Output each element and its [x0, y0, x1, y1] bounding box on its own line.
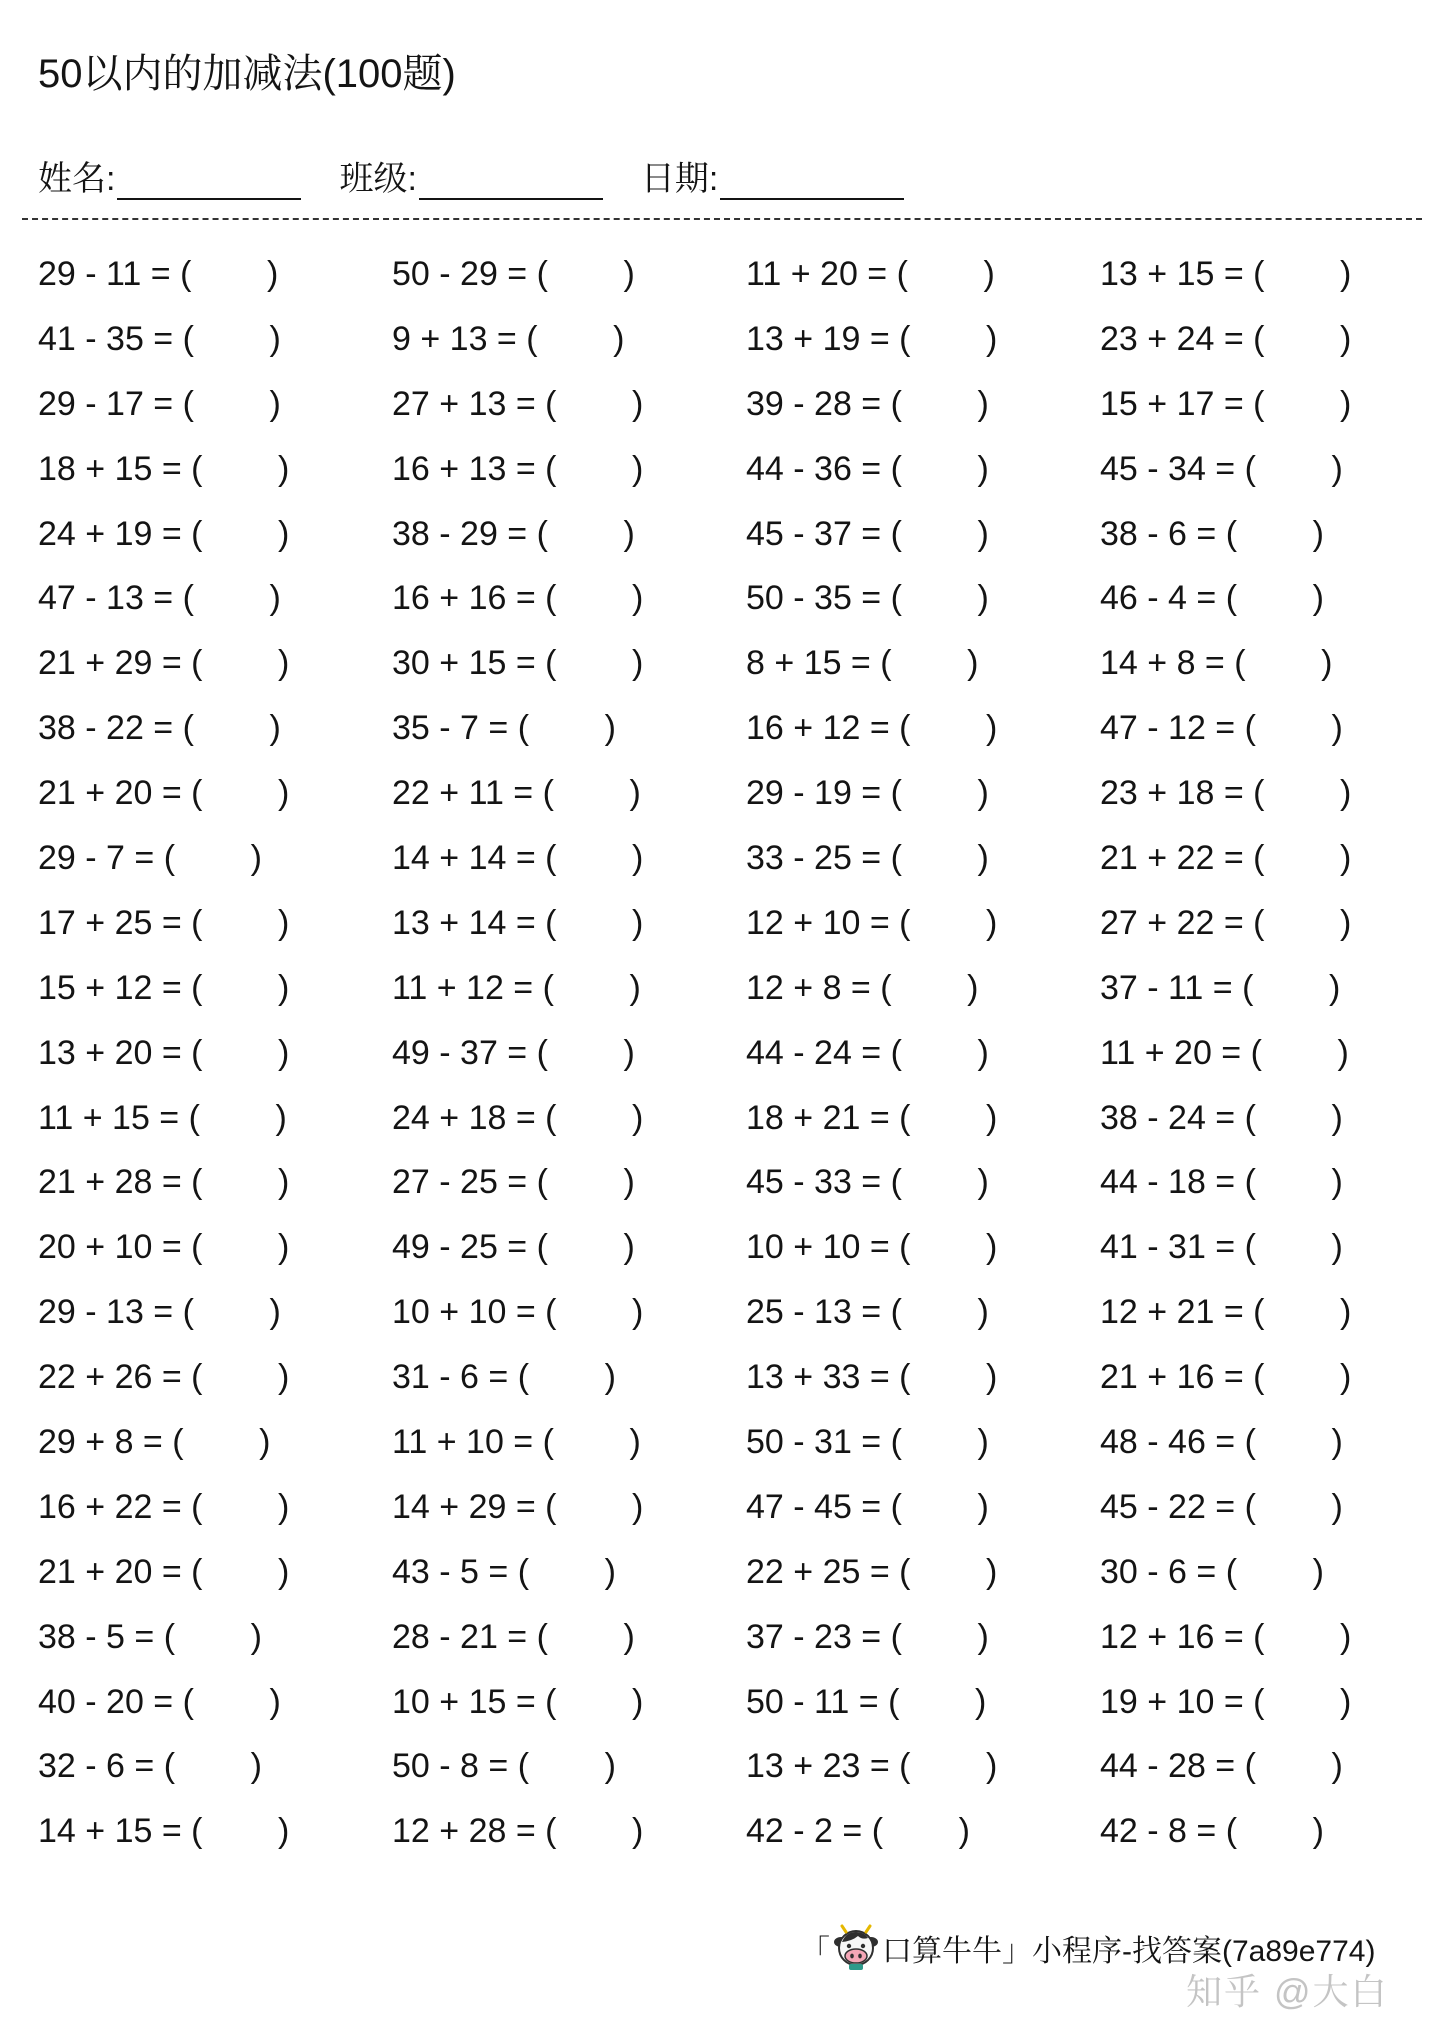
- math-problem: 10 + 15 = ( ): [392, 1682, 644, 1721]
- math-problem: 12 + 8 = ( ): [746, 968, 979, 1007]
- math-problem: 29 - 17 = ( ): [38, 384, 281, 423]
- math-problem: 27 + 13 = ( ): [392, 384, 644, 423]
- math-problem: 47 - 45 = ( ): [746, 1487, 989, 1526]
- math-problem: 46 - 4 = ( ): [1100, 579, 1324, 618]
- date-label: 日期:: [640, 160, 719, 198]
- footer-open-bracket: 「: [800, 1935, 830, 1968]
- math-problem: 20 + 10 = ( ): [38, 1228, 290, 1267]
- math-problem: 14 + 29 = ( ): [392, 1487, 644, 1526]
- math-problem: 28 - 21 = ( ): [392, 1617, 635, 1656]
- math-problem: 16 + 13 = ( ): [392, 449, 644, 488]
- math-problem: 29 - 7 = ( ): [38, 839, 262, 878]
- math-problem: 21 + 20 = ( ): [38, 774, 290, 813]
- zhihu-watermark: 知乎 @大白: [1186, 1971, 1389, 2012]
- math-problem: 29 + 8 = ( ): [38, 1423, 271, 1462]
- math-problem: 47 - 12 = ( ): [1100, 709, 1343, 748]
- math-problem: 30 - 6 = ( ): [1100, 1552, 1324, 1591]
- math-problem: 17 + 25 = ( ): [38, 903, 290, 942]
- math-problem: 11 + 20 = ( ): [746, 255, 995, 293]
- math-problem: 44 - 24 = ( ): [746, 1033, 989, 1072]
- math-problem: 14 + 15 = ( ): [38, 1812, 290, 1851]
- footer-app-name: 口算牛牛: [882, 1935, 1002, 1968]
- math-problem: 14 + 8 = ( ): [1100, 644, 1333, 683]
- math-problem: 12 + 21 = ( ): [1100, 1293, 1352, 1332]
- name-label: 姓名:: [38, 160, 116, 198]
- math-problem: 30 + 15 = ( ): [392, 644, 644, 683]
- class-label: 班级:: [339, 160, 417, 198]
- math-problem: 19 + 10 = ( ): [1100, 1682, 1352, 1721]
- name-field[interactable]: [38, 151, 301, 200]
- math-problem: 13 + 20 = ( ): [38, 1033, 290, 1072]
- math-problem: 12 + 28 = ( ): [392, 1812, 644, 1851]
- math-problem: 50 - 8 = ( ): [392, 1747, 616, 1786]
- math-problem: 21 + 20 = ( ): [38, 1552, 290, 1591]
- math-problem: 25 - 13 = ( ): [746, 1293, 989, 1332]
- math-problem: 38 - 6 = ( ): [1100, 514, 1324, 553]
- math-problem: 42 - 2 = ( ): [746, 1812, 970, 1851]
- math-problem: 45 - 33 = ( ): [746, 1163, 989, 1202]
- math-problem: 10 + 10 = ( ): [746, 1228, 998, 1267]
- math-problem: 41 - 31 = ( ): [1100, 1228, 1343, 1267]
- math-problem: 22 + 26 = ( ): [38, 1358, 290, 1397]
- math-problem: 24 + 18 = ( ): [392, 1098, 644, 1137]
- math-problem: 13 + 19 = ( ): [746, 319, 998, 358]
- math-problem: 44 - 36 = ( ): [746, 449, 989, 488]
- name-blank-line[interactable]: [117, 154, 301, 200]
- math-problem: 16 + 12 = ( ): [746, 709, 998, 748]
- math-problem: 50 - 29 = ( ): [392, 255, 635, 293]
- math-problem: 33 - 25 = ( ): [746, 839, 989, 878]
- math-problem: 37 - 11 = ( ): [1100, 968, 1341, 1007]
- math-problem: 13 + 14 = ( ): [392, 903, 644, 942]
- math-problem: 18 + 15 = ( ): [38, 449, 290, 488]
- math-problem: 38 - 24 = ( ): [1100, 1098, 1343, 1137]
- math-problem: 45 - 22 = ( ): [1100, 1487, 1343, 1526]
- math-problem: 22 + 25 = ( ): [746, 1552, 998, 1591]
- math-problem: 21 + 22 = ( ): [1100, 839, 1352, 878]
- math-problem: 18 + 21 = ( ): [746, 1098, 998, 1137]
- math-problem: 23 + 24 = ( ): [1100, 319, 1352, 358]
- math-problem: 22 + 11 = ( ): [392, 774, 641, 813]
- math-problem: 13 + 33 = ( ): [746, 1358, 998, 1397]
- math-problem: 12 + 16 = ( ): [1100, 1617, 1352, 1656]
- math-problem: 11 + 12 = ( ): [392, 968, 641, 1007]
- math-problem: 38 - 22 = ( ): [38, 709, 281, 748]
- math-problem: 45 - 34 = ( ): [1100, 449, 1343, 488]
- math-problem: 13 + 23 = ( ): [746, 1747, 998, 1786]
- math-problem: 47 - 13 = ( ): [38, 579, 281, 618]
- dashed-divider: [22, 218, 1422, 220]
- math-problem: 11 + 15 = ( ): [38, 1098, 287, 1137]
- math-problem: 11 + 10 = ( ): [392, 1423, 641, 1462]
- student-info-fields: [38, 144, 942, 200]
- problem-grid: [38, 242, 1398, 1864]
- math-problem: 43 - 5 = ( ): [392, 1552, 616, 1591]
- cow-icon: [832, 1924, 880, 1972]
- math-problem: 12 + 10 = ( ): [746, 903, 998, 942]
- math-problem: 44 - 18 = ( ): [1100, 1163, 1343, 1202]
- math-problem: 49 - 37 = ( ): [392, 1033, 635, 1072]
- math-problem: 29 - 11 = ( ): [38, 255, 279, 293]
- math-problem: 8 + 15 = ( ): [746, 644, 979, 683]
- math-problem: 40 - 20 = ( ): [38, 1682, 281, 1721]
- math-problem: 9 + 13 = ( ): [392, 319, 625, 358]
- footer-rest: 」小程序-找答案(7a89e774): [1002, 1935, 1376, 1968]
- math-problem: 24 + 19 = ( ): [38, 514, 290, 553]
- page-title: 50以内的加减法(100题): [38, 52, 456, 96]
- math-problem: 29 - 19 = ( ): [746, 774, 989, 813]
- math-problem: 10 + 10 = ( ): [392, 1293, 644, 1332]
- math-problem: 50 - 31 = ( ): [746, 1423, 989, 1462]
- math-problem: 16 + 22 = ( ): [38, 1487, 290, 1526]
- math-problem: 29 - 13 = ( ): [38, 1293, 281, 1332]
- math-problem: 39 - 28 = ( ): [746, 384, 989, 423]
- math-problem: 48 - 46 = ( ): [1100, 1423, 1343, 1462]
- math-problem: 16 + 16 = ( ): [392, 579, 644, 618]
- math-problem: 50 - 11 = ( ): [746, 1682, 987, 1721]
- date-field[interactable]: [641, 151, 904, 200]
- math-problem: 42 - 8 = ( ): [1100, 1812, 1324, 1851]
- math-problem: 11 + 20 = ( ): [1100, 1033, 1349, 1072]
- class-field[interactable]: [339, 151, 602, 200]
- math-problem: 21 + 16 = ( ): [1100, 1358, 1352, 1397]
- math-problem: 15 + 17 = ( ): [1100, 384, 1352, 423]
- math-problem: 45 - 37 = ( ): [746, 514, 989, 553]
- math-problem: 23 + 18 = ( ): [1100, 774, 1352, 813]
- math-problem: 31 - 6 = ( ): [392, 1358, 616, 1397]
- math-problem: 21 + 29 = ( ): [38, 644, 290, 683]
- math-problem: 35 - 7 = ( ): [392, 709, 616, 748]
- math-problem: 41 - 35 = ( ): [38, 319, 281, 358]
- math-problem: 15 + 12 = ( ): [38, 968, 290, 1007]
- class-blank-line[interactable]: [419, 154, 603, 200]
- math-problem: 27 + 22 = ( ): [1100, 903, 1352, 942]
- math-problem: 38 - 29 = ( ): [392, 514, 635, 553]
- math-problem: 50 - 35 = ( ): [746, 579, 989, 618]
- date-blank-line[interactable]: [720, 154, 904, 200]
- math-problem: 38 - 5 = ( ): [38, 1617, 262, 1656]
- math-problem: 27 - 25 = ( ): [392, 1163, 635, 1202]
- math-problem: 14 + 14 = ( ): [392, 839, 644, 878]
- math-problem: 13 + 15 = ( ): [1100, 255, 1352, 293]
- math-problem: 49 - 25 = ( ): [392, 1228, 635, 1267]
- math-problem: 32 - 6 = ( ): [38, 1747, 262, 1786]
- math-problem: 44 - 28 = ( ): [1100, 1747, 1343, 1786]
- math-problem: 37 - 23 = ( ): [746, 1617, 989, 1656]
- math-problem: 21 + 28 = ( ): [38, 1163, 290, 1202]
